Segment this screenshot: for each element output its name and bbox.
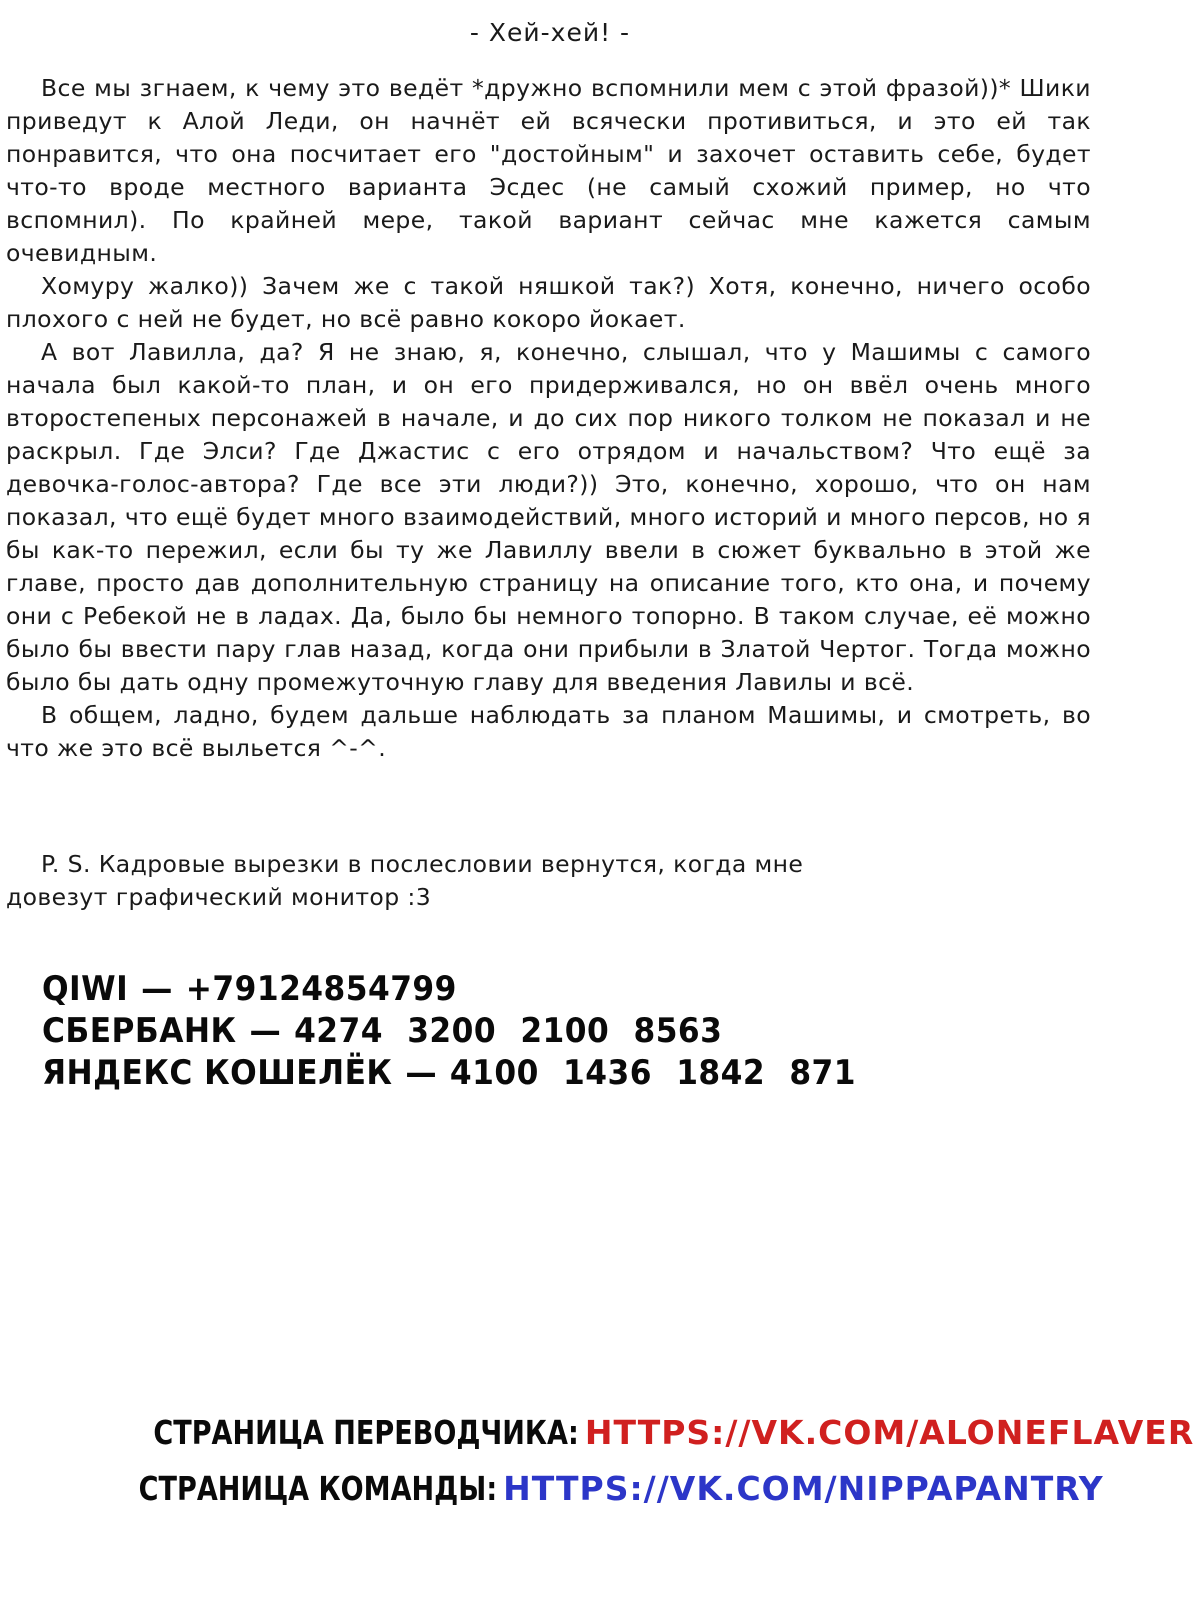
payment-separator: — bbox=[249, 1011, 282, 1051]
postscript: P. S. Кадровые вырезки в послесловии вернутся, когда мне довезут графический монитор :3 bbox=[6, 850, 804, 911]
translator-page-line bbox=[60, 1405, 1194, 1461]
payment-yandex bbox=[42, 1052, 870, 1094]
payment-number: +79124854799 bbox=[185, 969, 457, 1009]
translator-page-label: СТРАНИЦА ПЕРЕВОДЧИКА: bbox=[153, 1413, 579, 1452]
payment-name: QIWI bbox=[42, 969, 129, 1009]
team-page-label: СТРАНИЦА КОМАНДЫ: bbox=[138, 1469, 498, 1508]
paragraph-4: В общем, ладно, будем дальше наблюдать за планом Машимы, и смотреть, во что же это всё выльется ^-^. bbox=[6, 701, 1091, 762]
afterword-text bbox=[6, 72, 1091, 765]
page-title: - Хей-хей! - bbox=[469, 18, 631, 47]
team-page-line bbox=[60, 1461, 1104, 1517]
payment-name: ЯНДЕКС КОШЕЛЁК bbox=[42, 1053, 393, 1093]
paragraph-3: А вот Лавилла, да? Я не знаю, я, конечно, слышал, что у Машимы с самого начала был какой-то план, и он его придерживался, но он ввёл очень много второстепеных персонажей в начале, и до сих пор никого толком не показал и не раскрыл. Где Элси? Где Джастис с его отрядом и начальством? Что ещё за девочка-голос-автора? Где все эти люди?)) Это, конечно, хорошо, что он нам показал, что ещё будет много взаимодействий, много историй и много персов, но я бы как-то пережил, если бы ту же Лавиллу ввели в сюжет буквально в этой же главе, просто дав дополнительную страницу на описание того, кто она, и почему они с Ребекой не в ладах. Да, было бы немного топорно. В таком случае, её можно было бы ввести пару глав назад, когда они прибыли в Златой Чертог. Тогда можно было бы дать одну промежуточную главу для введения Лавилы и всё. bbox=[6, 338, 1091, 696]
payment-number: 4274 3200 2100 8563 bbox=[294, 1011, 723, 1051]
paragraph-1: Все мы згнаем, к чему это ведёт *дружно вспомнили мем с этой фразой))* Шики приведут к Алой Леди, он начнёт ей всячески противиться, и это ей так понравится, что она посчитает его "достойным" и захочет оставить себе, будет что-то вроде местного варианта Эсдес (не самый схожий пример, но что вспомнил). По крайней мере, такой вариант сейчас мне кажется самым очевидным. bbox=[6, 74, 1091, 267]
payment-details bbox=[42, 968, 942, 1094]
team-page-link[interactable]: HTTPS://VK.COM/NIPPAPANTRY bbox=[503, 1469, 1104, 1508]
payment-sberbank bbox=[42, 1010, 870, 1052]
payment-number: 4100 1436 1842 871 bbox=[449, 1053, 856, 1093]
payment-separator: — bbox=[141, 969, 173, 1009]
payment-name: СБЕРБАНК bbox=[42, 1011, 237, 1051]
paragraph-2: Хомуру жалко)) Зачем же с такой няшкой так?) Хотя, конечно, ничего особо плохого с ней не будет, но всё равно кокоро йокает. bbox=[6, 272, 1091, 333]
translator-page-link[interactable]: HTTPS://VK.COM/ALONEFLAVER bbox=[584, 1413, 1194, 1452]
credit-links bbox=[60, 1405, 1194, 1517]
payment-separator: — bbox=[405, 1053, 438, 1093]
payment-qiwi bbox=[42, 968, 870, 1010]
